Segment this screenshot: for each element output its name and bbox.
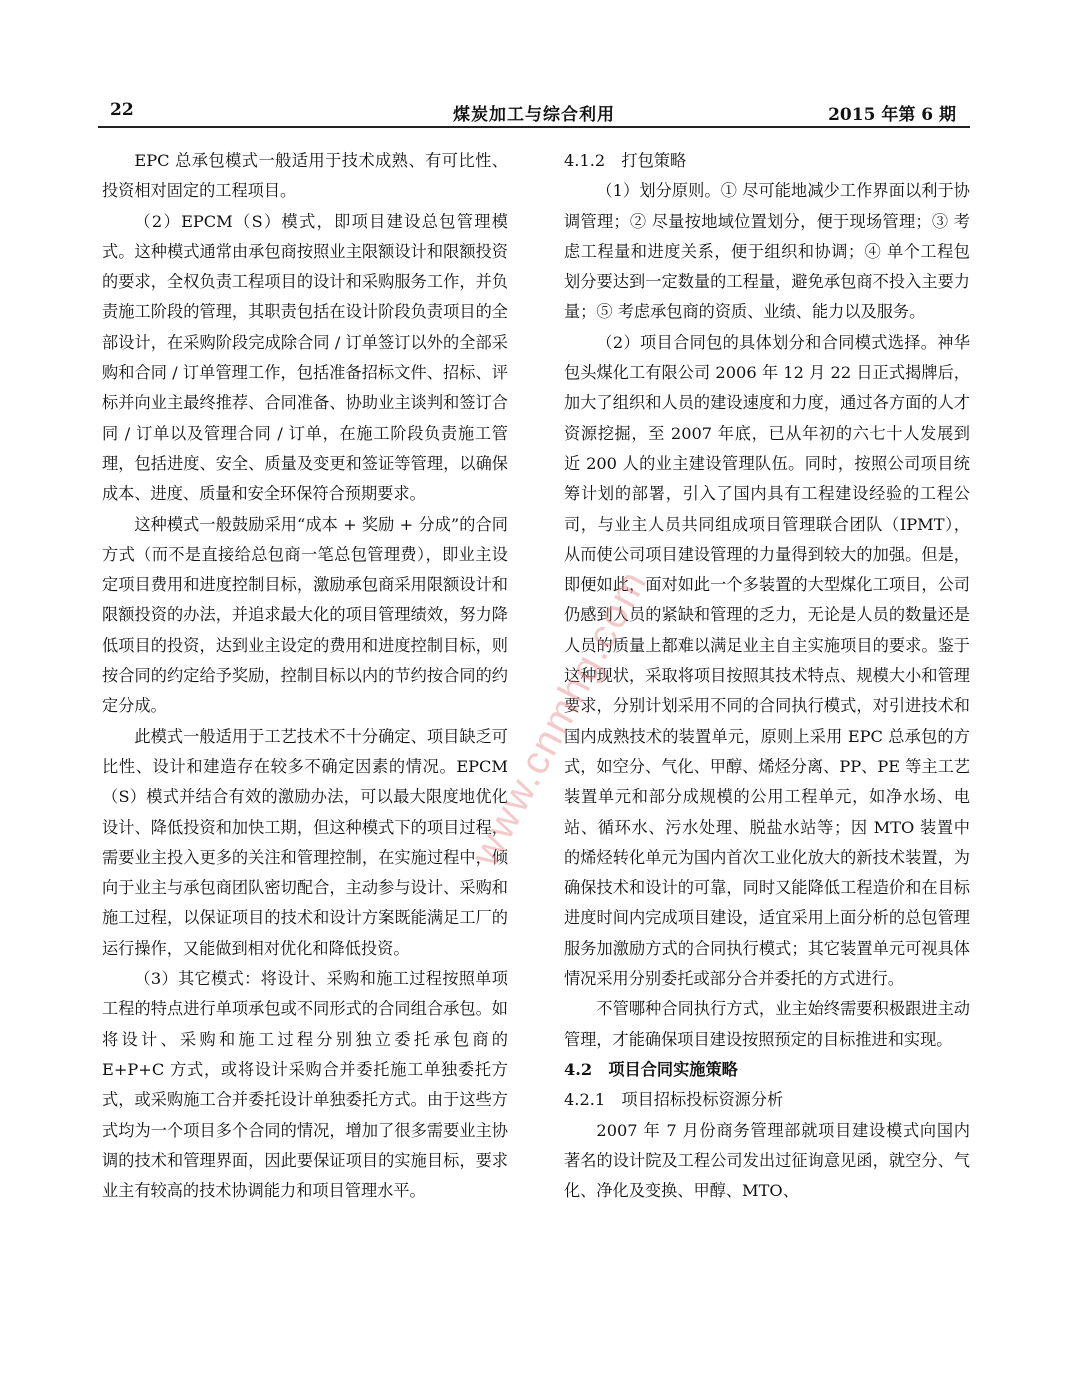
paragraph: 此模式一般适用于工艺技术不十分确定、项目缺乏可比性、设计和建造存在较多不确定因素的情况。EPCM（S）模式并结合有效的激励办法，可以最大限度地优化设计、降低投资和加快工期，但这种模式下的项目过程，需要业主投入更多的关注和管理控制，在实施过程中，倾向于业主与承包商团队密切配合，主动参与设计、采购和施工过程，以保证项目的技术和设计方案既能满足工厂的运行操作，又能做到相对优化和降低投资。 — [102, 726, 508, 958]
paragraph: 2007 年 7 月份商务管理部就项目建设模式向国内著名的设计院及工程公司发出过征询意见函，就空分、气化、净化及变换、甲醇、MTO、 — [564, 1120, 970, 1201]
running-header — [98, 96, 970, 128]
paragraph: 这种模式一般鼓励采用“成本 + 奖励 + 分成”的合同方式（而不是直接给总包商一笔总包管理费），即业主设定项目费用和进度控制目标，激励承包商采用限额设计和限额投资的办法，并追求最大化的项目管理绩效，努力降低项目的投资，达到业主设定的费用和进度控制目标，则按合同的约定给予奖励，控制目标以内的节约按合同的约定分成。 — [102, 514, 508, 716]
paragraph: （2）EPCM（S）模式，即项目建设总包管理模式。这种模式通常由承包商按照业主限额设计和限额投资的要求，全权负责工程项目的设计和采购服务工作，并负责施工阶段的管理，其职责包括在设计阶段负责项目的全部设计，在采购阶段完成除合同 / 订单签订以外的全部采购和合同 / 订单管理工作，包括准备招标文件、招标、评标并向业主最终推荐、合同准备、协助业主谈判和签订合同 / 订单以及管理合同 / 订单，在施工阶段负责施工管理，包括进度、安全、质量及变更和签证等管理，以确保成本、进度、质量和安全环保符合预期要求。 — [102, 211, 508, 504]
watermark: www.cnmhg.com — [463, 562, 657, 874]
page-number: 22 — [110, 100, 134, 120]
subsection-heading-4-1-2: 4.1.2 打包策略 — [564, 151, 687, 170]
left-column — [102, 146, 508, 1206]
right-column — [564, 146, 970, 1206]
journal-title: 煤炭加工与综合利用 — [453, 105, 615, 125]
paragraph: （2）项目合同包的具体划分和合同模式选择。神华包头煤化工有限公司 2006 年 12 月 22 日正式揭牌后，加大了组织和人员的建设速度和力度，通过各方面的人才资源挖掘，至 2007 年底，已从年初的六七十人发展到近 200 人的业主建设管理队伍。同时，按照公司项目统筹计划的部署，引入了国内具有工程建设经验的工程公司，与业主人员共同组成项目管理联合团队（IPMT），从而使公司项目建设管理的力量得到较大的加强。但是，即便如此，面对如此一个多装置的大型煤化工项目，公司仍感到人员的紧缺和管理的乏力，无论是人员的数量还是人员的质量上都难以满足业主自主实施项目的要求。鉴于这种现状，采取将项目按照其技术特点、规模大小和管理要求，分别计划采用不同的合同执行模式，对引进技术和国内成熟技术的装置单元，原则上采用 EPC 总承包的方式，如空分、气化、甲醇、烯烃分离、PP、PE 等主工艺装置单元和部分成规模的公用工程单元，如净水场、电站、循环水、污水处理、脱盐水站等；因 MTO 装置中的烯烃转化单元为国内首次工业化放大的新技术装置，为确保技术和设计的可靠，同时又能降低工程造价和在目标进度时间内完成项目建设，适宜采用上面分析的总包管理服务加激励方式的合同执行模式；其它装置单元可视具体情况采用分别委托或部分合并委托的方式进行。 — [564, 332, 970, 989]
subsection-heading-4-2-1: 4.2.1 项目招标投标资源分析 — [564, 1090, 784, 1110]
issue-label: 2015 年第 6 期 — [828, 105, 956, 125]
section-heading-4-2: 4.2 项目合同实施策略 — [564, 1059, 738, 1079]
paragraph: （1）划分原则。① 尽可能地减少工作界面以利于协调管理；② 尽量按地域位置划分，便于现场管理；③ 考虑工程量和进度关系，便于组织和协调；④ 单个工程包划分要达到一定数量的工程量，避免承包商不投入主要力量；⑤ 考虑承包商的资质、业绩、能力以及服务。 — [564, 181, 970, 322]
paragraph: 不管哪种合同执行方式，业主始终需要积极跟进主动管理，才能确保项目建设按照预定的目标推进和实现。 — [564, 999, 970, 1049]
paragraph: （3）其它模式：将设计、采购和施工过程按照单项工程的特点进行单项承包或不同形式的合同组合承包。如将设计、采购和施工过程分别独立委托承包商的 E+P+C 方式，或将设计采购合并委托施工单独委托方式，或采购施工合并委托设计单独委托方式。由于这些方式均为一个项目多个合同的情况，增加了很多需要业主协调的技术和管理界面，因此要保证项目的实施目标，要求业主有较高的技术协调能力和项目管理水平。 — [102, 969, 508, 1201]
paragraph: EPC 总承包模式一般适用于技术成熟、有可比性、投资相对固定的工程项目。 — [102, 151, 508, 201]
